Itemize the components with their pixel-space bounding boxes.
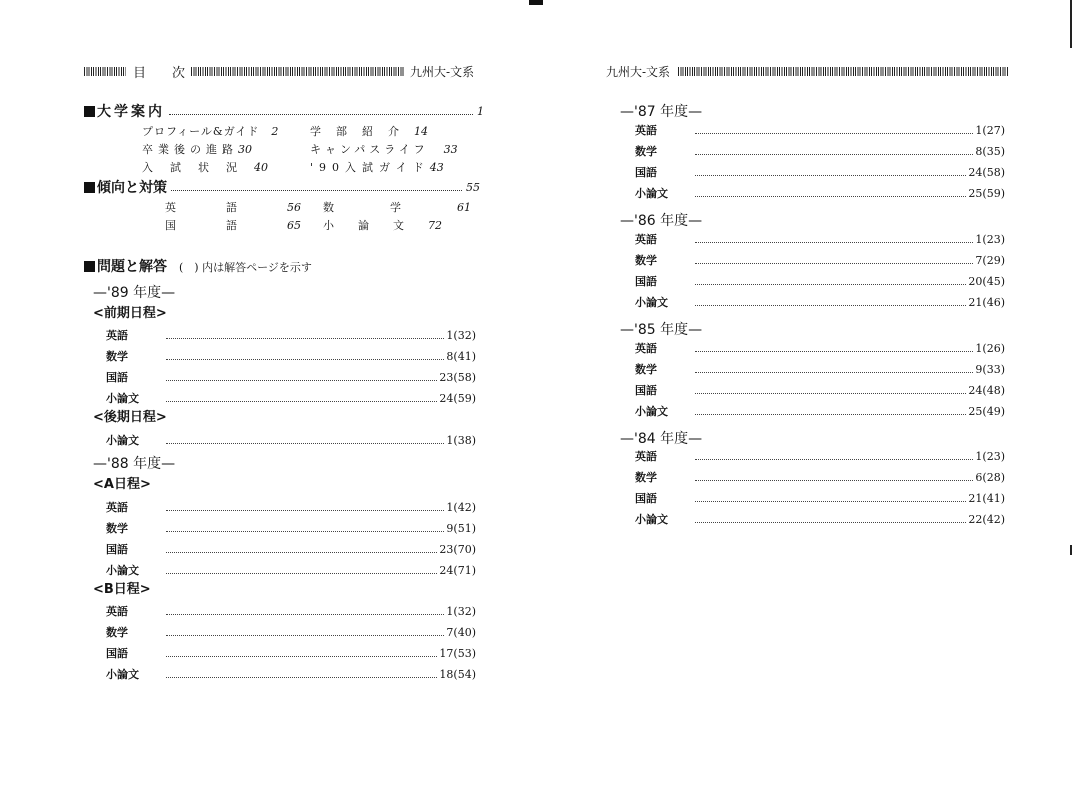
dot-leader [695, 480, 973, 481]
dot-leader [166, 443, 444, 444]
dot-leader [695, 196, 966, 197]
dot-leader [695, 459, 973, 460]
dot-leader [695, 372, 973, 373]
toc-row[interactable]: 数学 8(35) [635, 144, 1005, 158]
toc-row[interactable]: 国語 20(45) [635, 274, 1005, 288]
top-edge-mark [529, 0, 543, 5]
dot-leader [166, 359, 444, 360]
toc-row[interactable]: 小論文 25(59) [635, 186, 1005, 200]
dot-leader [695, 133, 973, 134]
toc-row[interactable]: 小論文 1(38) [106, 433, 476, 447]
toc-row[interactable]: 数学 9(33) [635, 362, 1005, 376]
guide-item[interactable]: プロフィール&ガイド 2 [142, 125, 279, 138]
guide-item[interactable]: 学部紹介14 [310, 125, 428, 138]
header-rule-bars [84, 67, 126, 76]
guide-item[interactable]: キャンパスライフ 33 [310, 143, 458, 156]
guide-item[interactable]: '90入試ガイド43 [310, 161, 444, 174]
toc-row[interactable]: 英語 1(26) [635, 341, 1005, 355]
right-page-header [606, 64, 1008, 78]
trend-item[interactable]: 国語65 [165, 219, 301, 232]
toc-row[interactable]: 小論文 25(49) [635, 404, 1005, 418]
dot-leader [695, 393, 966, 394]
header-rule-bars [678, 67, 1008, 76]
dot-leader [166, 338, 444, 339]
schedule-heading-a: <A日程> [93, 477, 151, 492]
trend-item[interactable]: 英語56 [165, 201, 301, 214]
toc-section-guide[interactable] [84, 101, 484, 121]
right-edge-line-mid [1070, 545, 1072, 555]
toc-row[interactable]: 国語 23(58) [106, 370, 476, 384]
schedule-heading-koki: <後期日程> [93, 410, 167, 425]
year-heading-89: —'89 年度— [93, 285, 176, 301]
toc-row[interactable]: 国語 24(48) [635, 383, 1005, 397]
dot-leader [166, 677, 437, 678]
toc-section-qa[interactable] [84, 256, 167, 276]
guide-item[interactable]: 卒業後の進路30 [142, 143, 252, 156]
left-page-header [84, 64, 475, 81]
toc-row[interactable]: 数学 8(41) [106, 349, 476, 363]
section-title: 傾向と対策 [97, 180, 167, 196]
section-page: 1 [477, 104, 484, 118]
toc-row[interactable]: 小論文 18(54) [106, 667, 476, 681]
dot-leader [166, 573, 437, 574]
year-heading-84: —'84 年度— [620, 431, 703, 447]
dot-leader [166, 531, 444, 532]
toc-row[interactable]: 小論文 22(42) [635, 512, 1005, 526]
mokuji-char-2: 次 [172, 65, 186, 81]
toc-row[interactable]: 小論文 24(71) [106, 563, 476, 577]
year-heading-86: —'86 年度— [620, 213, 703, 229]
year-heading-85: —'85 年度— [620, 322, 703, 338]
dot-leader [695, 263, 973, 264]
toc-row[interactable]: 数学 7(40) [106, 625, 476, 639]
toc-row[interactable]: 数学 9(51) [106, 521, 476, 535]
dot-leader [166, 614, 444, 615]
section-title: 大学案内 [97, 104, 165, 120]
dot-leader [169, 114, 473, 115]
toc-row[interactable]: 英語 1(32) [106, 328, 476, 342]
year-heading-87: —'87 年度— [620, 104, 703, 120]
dot-leader [166, 635, 444, 636]
toc-row[interactable]: 英語 1(32) [106, 604, 476, 618]
dot-leader [695, 305, 966, 306]
toc-row[interactable]: 国語 23(70) [106, 542, 476, 556]
square-bullet-icon [84, 182, 95, 193]
mokuji-char-1: 目 [133, 65, 147, 81]
answer-page-note: ( ) 内は解答ページを示す [179, 261, 312, 274]
dot-leader [695, 522, 966, 523]
toc-row[interactable]: 国語 17(53) [106, 646, 476, 660]
header-school: 九州大-文系 [606, 64, 671, 79]
dot-leader [695, 175, 966, 176]
year-heading-88: —'88 年度— [93, 456, 176, 472]
dot-leader [171, 190, 462, 191]
toc-row[interactable]: 英語 1(23) [635, 449, 1005, 463]
toc-row[interactable]: 数学 6(28) [635, 470, 1005, 484]
toc-row[interactable]: 数学 7(29) [635, 253, 1005, 267]
dot-leader [695, 501, 966, 502]
section-title: 問題と解答 [97, 259, 167, 275]
square-bullet-icon [84, 106, 95, 117]
square-bullet-icon [84, 261, 95, 272]
dot-leader [695, 242, 973, 243]
dot-leader [695, 351, 973, 352]
dot-leader [695, 414, 966, 415]
toc-row[interactable]: 英語 1(23) [635, 232, 1005, 246]
section-page: 55 [466, 180, 480, 194]
dot-leader [695, 284, 966, 285]
trend-item[interactable]: 小論文72 [323, 219, 442, 232]
toc-row[interactable]: 英語 1(27) [635, 123, 1005, 137]
toc-row[interactable]: 国語 21(41) [635, 491, 1005, 505]
dot-leader [166, 510, 444, 511]
toc-row[interactable]: 小論文 21(46) [635, 295, 1005, 309]
trend-item[interactable]: 数学61 [323, 201, 471, 214]
header-school: 九州大-文系 [410, 64, 475, 79]
right-edge-line-top [1070, 0, 1072, 48]
dot-leader [166, 656, 437, 657]
toc-row[interactable]: 英語 1(42) [106, 500, 476, 514]
toc-row[interactable]: 国語 24(58) [635, 165, 1005, 179]
dot-leader [166, 401, 437, 402]
dot-leader [695, 154, 973, 155]
dot-leader [166, 380, 437, 381]
dot-leader [166, 552, 437, 553]
schedule-heading-b: <B日程> [93, 582, 151, 597]
toc-section-trend[interactable] [84, 177, 480, 197]
schedule-heading-zenki: <前期日程> [93, 306, 167, 321]
guide-item[interactable]: 入試状況40 [142, 161, 268, 174]
toc-row[interactable]: 小論文 24(59) [106, 391, 476, 405]
header-rule-bars [191, 67, 404, 76]
